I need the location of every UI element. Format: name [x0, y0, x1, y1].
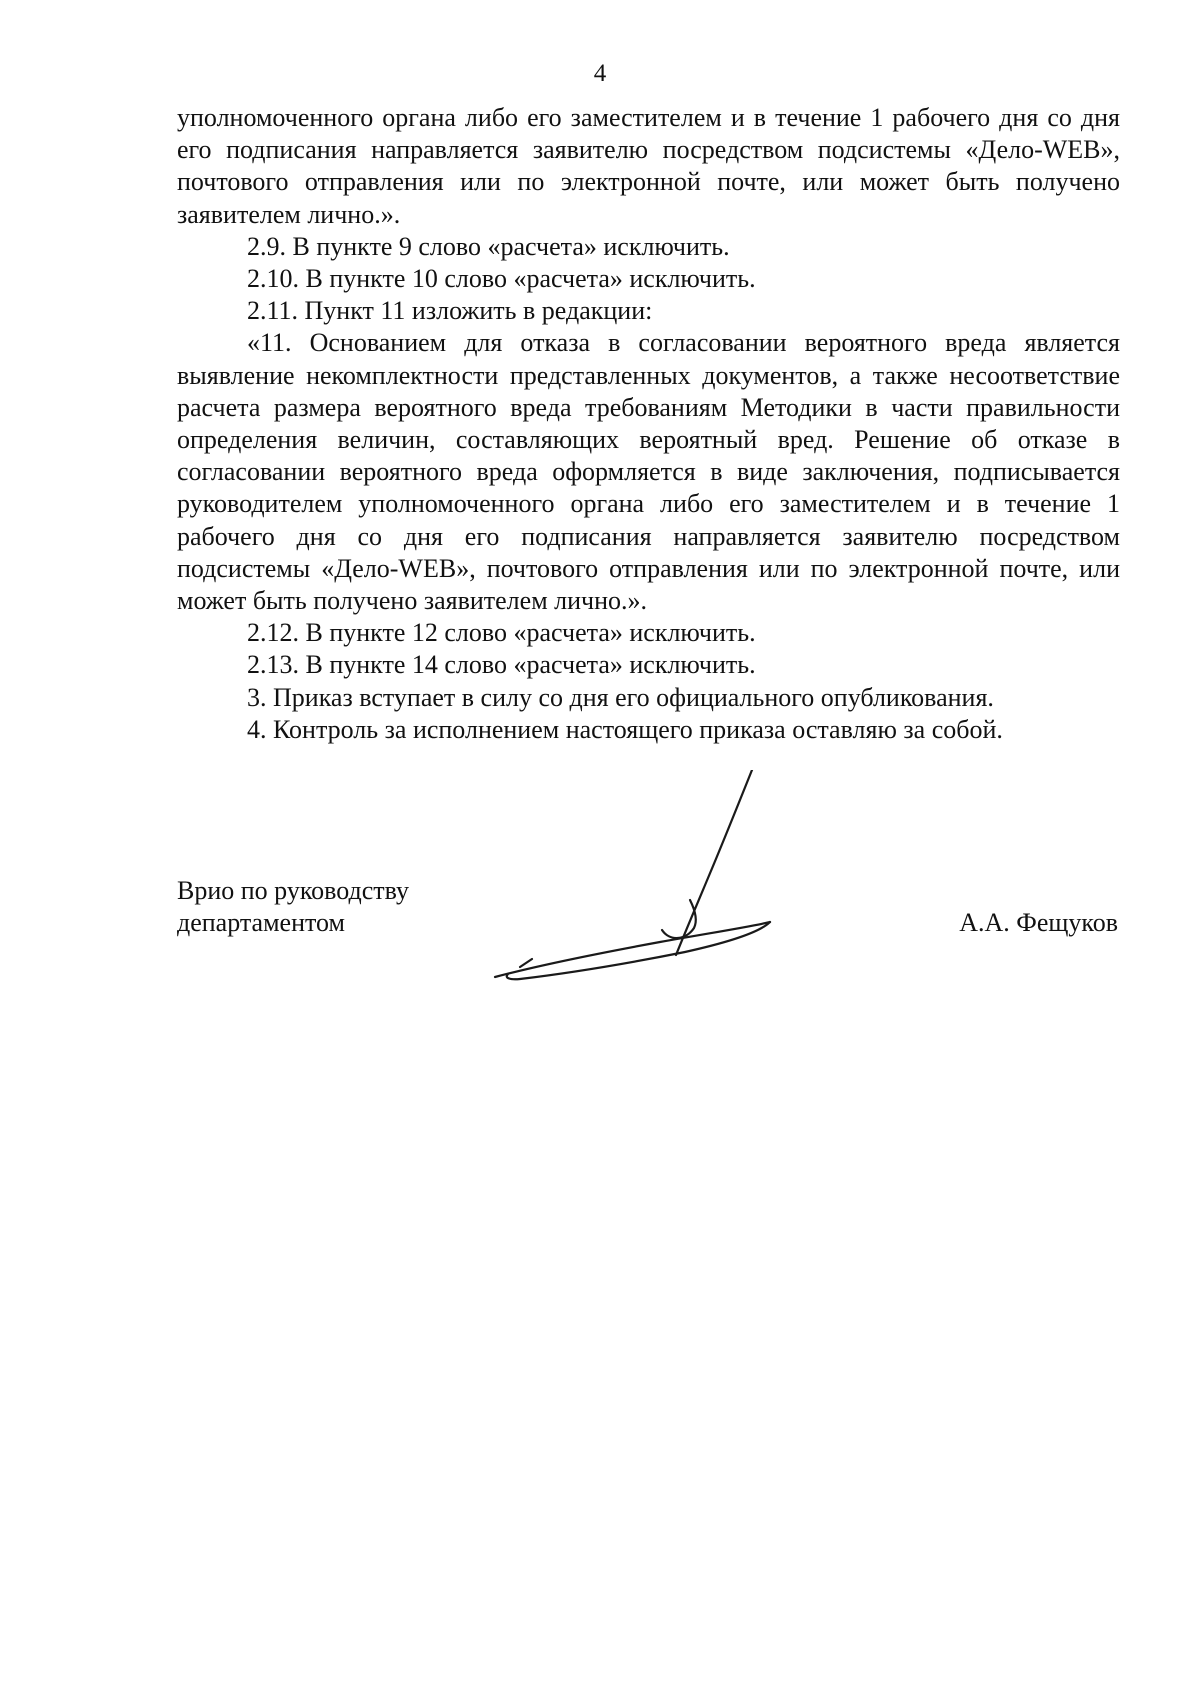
paragraph-item-3: 3. Приказ вступает в силу со дня его официального опубликования.: [247, 682, 994, 712]
paragraph-item-2-12: 2.12. В пункте 12 слово «расчета» исключить.: [247, 618, 756, 648]
signatory-position-line2: департаментом: [177, 908, 345, 938]
paragraph-item-2-13: 2.13. В пункте 14 слово «расчета» исключить.: [247, 650, 756, 680]
handwritten-signature: [490, 770, 790, 985]
signatory-name: А.А. Фещуков: [959, 908, 1118, 937]
paragraph-item-4: 4. Контроль за исполнением настоящего приказа оставляю за собой.: [247, 714, 1003, 744]
signatory-position-line1: Врио по руководству: [177, 876, 410, 905]
paragraph-item-11-quote: «11. Основанием для отказа в согласовании вероятного вреда является выявление некомплектности представленных документов, а также несоответствие расчета размера вероятного вреда требованиям Методики в части правильности определения величин, составляющих вероятный вред. Решение об отказе в согласовании вероятного вреда оформляется в виде заключения, подписывается руководителем уполномоченного органа либо его заместителем и в течение 1 рабочего дня со дня его подписания направляется заявителю посредством подсистемы «Дело-WEB», почтового отправления или по электронной почте, или может быть получено заявителем лично.».: [177, 328, 1120, 616]
paragraph-item-2-9: 2.9. В пункте 9 слово «расчета» исключить.: [247, 231, 730, 261]
document-body: [177, 102, 1120, 746]
paragraph-continuation: уполномоченного органа либо его заместителем и в течение 1 рабочего дня со дня его подписания направляется заявителю посредством подсистемы «Дело-WEB», почтового отправления или по электронной почте, или может быть получено заявителем лично.».: [177, 103, 1120, 229]
paragraph-item-2-10: 2.10. В пункте 10 слово «расчета» исключить.: [247, 264, 756, 294]
page-number: 4: [593, 60, 607, 87]
signatory-position: [177, 875, 409, 939]
paragraph-item-2-11: 2.11. Пункт 11 изложить в редакции:: [247, 296, 653, 326]
